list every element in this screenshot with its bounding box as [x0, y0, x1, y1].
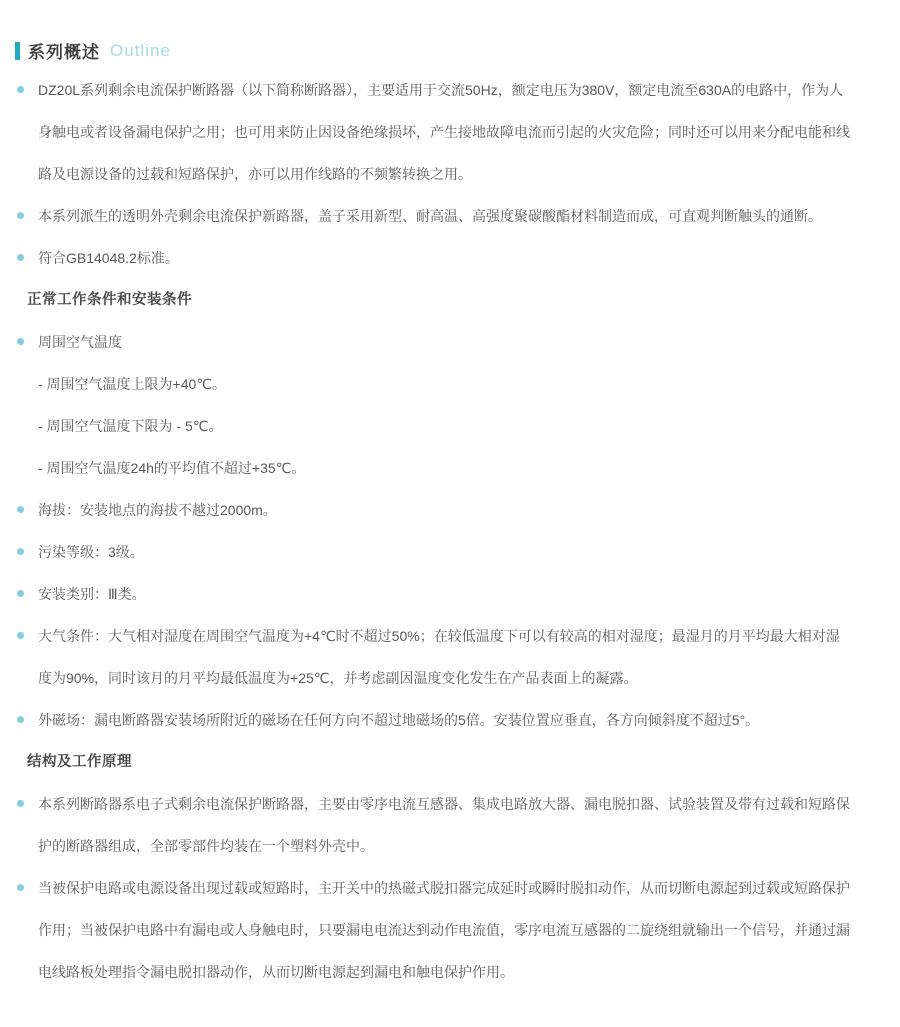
paragraph-text: 大气条件：大气相对湿度在周围空气温度为+4℃时不超过50%；在较低温度下可以有较高的相对湿度；最湿月的月平均最大相对湿度为90%，同时该月的月平均最低温度为+25℃，并考虑副因温度变化发生在产品表面上的凝露。 — [38, 628, 840, 686]
sub-list-item: - 周围空气温度下限为 - 5℃。 — [38, 418, 223, 434]
bullet-dot-icon — [17, 632, 24, 639]
sub-list-item: - 周围空气温度24h的平均值不超过+35℃。 — [38, 460, 306, 476]
bullet-item — [17, 195, 850, 237]
paragraph-text: 安装类别：Ⅲ类。 — [38, 586, 146, 602]
paragraph-text: 本系列断路器系电子式剩余电流保护断路器，主要由零序电流互感器、集成电路放大器、漏电脱扣器、试验装置及带有过载和短路保护的断路器组成，全部零部件均装在一个塑料外壳中。 — [38, 796, 850, 854]
bullet-item — [17, 69, 850, 195]
paragraph-text: 外磁场：漏电断路器安装场所附近的磁场在任何方向不超过地磁场的5倍。安装位置应垂直，各方向倾斜度不超过5°。 — [38, 712, 760, 728]
sub-list-item: - 周围空气温度上限为+40℃。 — [38, 376, 227, 392]
paragraph-text: 本系列派生的透明外壳剩余电流保护新路器，盖子采用新型、耐高温、高强度聚碳酸酯材料制造而成，可直观判断触头的通断。 — [38, 208, 822, 224]
bullet-item — [17, 573, 850, 615]
bullet-item — [17, 699, 850, 741]
bullet-dot-icon — [17, 548, 24, 555]
bullet-item — [17, 489, 850, 531]
bullet-item — [17, 615, 850, 699]
paragraph-text: 当被保护电路或电源设备出现过载或短路时，主开关中的热磁式脱扣器完成延时或瞬时脱扣动作，从而切断电源起到过载或短路保护作用；当被保护电路中有漏电或人身触电时，只要漏电电流达到动作电流值，零序电流互感器的二旋绕组就输出一个信号，并通过漏电线路板处理指令漏电脱扣器动作，从而切断电源起到漏电和触电保护作用。 — [38, 880, 850, 980]
paragraph-text: DZ20L系列剩余电流保护断路器（以下简称断路器），主要适用于交流50Hz，额定电压为380V，额定电流至630A的电路中，作为人身触电或者设备漏电保护之用；也可用来防止因设备绝缘损坏，产生接地故障电流而引起的火灾危险；同时还可以用来分配电能和线路及电源设备的过载和短路保护，亦可以用作线路的不频繁转换之用。 — [38, 82, 850, 182]
section-heading-working-conditions: 正常工作条件和安装条件 — [27, 292, 192, 308]
bullet-dot-icon — [17, 86, 24, 93]
page-title-en: Outline — [110, 40, 171, 60]
paragraph-text: 周围空气温度 — [38, 334, 122, 350]
accent-bar-icon — [15, 42, 20, 60]
paragraph-text: 污染等级：3级。 — [38, 544, 144, 560]
bullet-dot-icon — [17, 590, 24, 597]
bullet-dot-icon — [17, 884, 24, 891]
page-title-cn: 系列概述 — [28, 43, 100, 62]
bullet-dot-icon — [17, 254, 24, 261]
section-heading-structure-principle: 结构及工作原理 — [27, 754, 132, 770]
bullet-dot-icon — [17, 212, 24, 219]
bullet-item — [17, 237, 850, 279]
document-content — [0, 69, 900, 993]
bullet-dot-icon — [17, 800, 24, 807]
bullet-item — [17, 321, 850, 363]
bullet-item — [17, 867, 850, 993]
bullet-dot-icon — [17, 338, 24, 345]
paragraph-text: 海拔：安装地点的海拔不越过2000m。 — [38, 502, 277, 518]
bullet-dot-icon — [17, 506, 24, 513]
bullet-item — [17, 531, 850, 573]
section-header — [15, 38, 900, 63]
paragraph-text: 符合GB14048.2标准。 — [38, 250, 179, 266]
bullet-item — [17, 783, 850, 867]
bullet-dot-icon — [17, 716, 24, 723]
